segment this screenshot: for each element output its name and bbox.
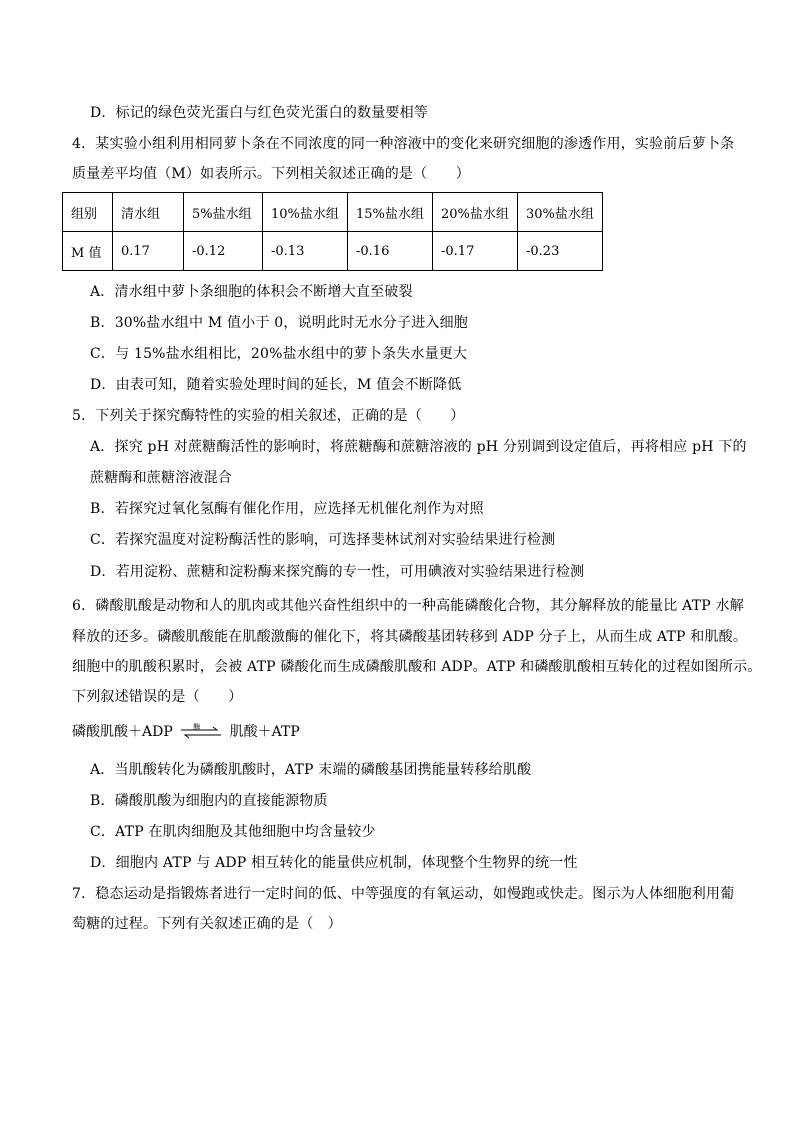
reaction-products: 肌酸＋ATP (229, 724, 300, 740)
q7-stem-line-2: 萄糖的过程。下列有关叙述正确的是（ ） (72, 916, 342, 932)
table-cell: -0.17 (433, 232, 518, 271)
q6-stem-line-4: 下列叙述错误的是（ ） (72, 689, 243, 705)
q4-option-c: C．与 15%盐水组相比，20%盐水组中的萝卜条失水量更大 (90, 346, 468, 362)
table-cell: -0.13 (263, 232, 348, 271)
q3-option-d: D．标记的绿色荧光蛋白与红色荧光蛋白的数量要相等 (90, 105, 429, 121)
table-header-cell: 清水组 (113, 193, 184, 232)
reaction-reactants: 磷酸肌酸＋ADP (72, 724, 173, 740)
q5-option-c: C．若探究温度对淀粉酶活性的影响，可选择斐林试剂对实验结果进行检测 (90, 532, 556, 548)
q6-reaction-equation (72, 722, 300, 742)
q6-option-a: A．当肌酸转化为磷酸肌酸时，ATP 末端的磷酸基团携能量转移给肌酸 (90, 762, 532, 778)
q6-stem-line-2: 释放的还多。磷酸肌酸能在肌酸激酶的催化下，将其磷酸基团转移到 ADP 分子上，从而生成 ATP 和肌酸。 (72, 629, 748, 645)
table-header-cell: 15%盐水组 (348, 193, 433, 232)
q5-option-b: B．若探究过氧化氢酶有催化作用，应选择无机催化剂作为对照 (90, 501, 484, 517)
q4-option-a: A．清水组中萝卜条细胞的体积会不断增大直至破裂 (90, 284, 413, 300)
q4-data-table (62, 192, 603, 271)
q4-option-d: D．由表可知，随着实验处理时间的延长，M 值会不断降低 (90, 377, 462, 393)
table-cell: -0.23 (518, 232, 603, 271)
q6-option-b: B．磷酸肌酸为细胞内的直接能源物质 (90, 793, 328, 809)
reversible-arrow-icon (177, 722, 225, 742)
q6-stem-line-1: 6．磷酸肌酸是动物和人的肌肉或其他兴奋性组织中的一种高能磷酸化合物，其分解释放的能量比 ATP 水解 (72, 598, 744, 614)
q4-stem-line-2: 质量差平均值（M）如表所示。下列相关叙述正确的是（ ） (72, 166, 470, 182)
table-header-cell: 30%盐水组 (518, 193, 603, 232)
q6-stem-line-3: 细胞中的肌酸积累时，会被 ATP 磷酸化而生成磷酸肌酸和 ADP。ATP 和磷酸肌酸相互转化的过程如图所示。 (72, 659, 762, 675)
q6-option-c: C．ATP 在肌肉细胞及其他细胞中均含量较少 (90, 824, 376, 840)
reaction-enzyme-label: 酶 (193, 723, 201, 731)
table-header-cell: 10%盐水组 (263, 193, 348, 232)
q4-stem-line-1: 4．某实验小组利用相同萝卜条在不同浓度的同一种溶液中的变化来研究细胞的渗透作用，实验前后萝卜条 (72, 136, 735, 152)
table-header-cell: 5%盐水组 (184, 193, 263, 232)
q5-option-d: D．若用淀粉、蔗糖和淀粉酶来探究酶的专一性，可用碘液对实验结果进行检测 (90, 564, 585, 580)
q5-stem: 5．下列关于探究酶特性的实验的相关叙述，正确的是（ ） (72, 408, 465, 424)
table-cell: -0.16 (348, 232, 433, 271)
q7-stem-line-1: 7．稳态运动是指锻炼者进行一定时间的低、中等强度的有氧运动，如慢跑或快走。图示为人体细胞利用葡 (72, 886, 735, 902)
table-header-row (63, 193, 603, 232)
q4-option-b: B．30%盐水组中 M 值小于 0，说明此时无水分子进入细胞 (90, 315, 468, 331)
q5-option-a-line-2: 蔗糖酶和蔗糖溶液混合 (90, 470, 232, 486)
table-header-cell: 组别 (63, 193, 113, 232)
table-cell: 0.17 (113, 232, 184, 271)
table-row (63, 232, 603, 271)
table-cell: M 值 (63, 232, 113, 271)
table-cell: -0.12 (184, 232, 263, 271)
q5-option-a-line-1: A．探究 pH 对蔗糖酶活性的影响时，将蔗糖酶和蔗糖溶液的 pH 分别调到设定值后，再将相应 pH 下的 (90, 439, 747, 455)
q6-option-d: D．细胞内 ATP 与 ADP 相互转化的能量供应机制，体现整个生物界的统一性 (90, 855, 578, 871)
table-header-cell: 20%盐水组 (433, 193, 518, 232)
